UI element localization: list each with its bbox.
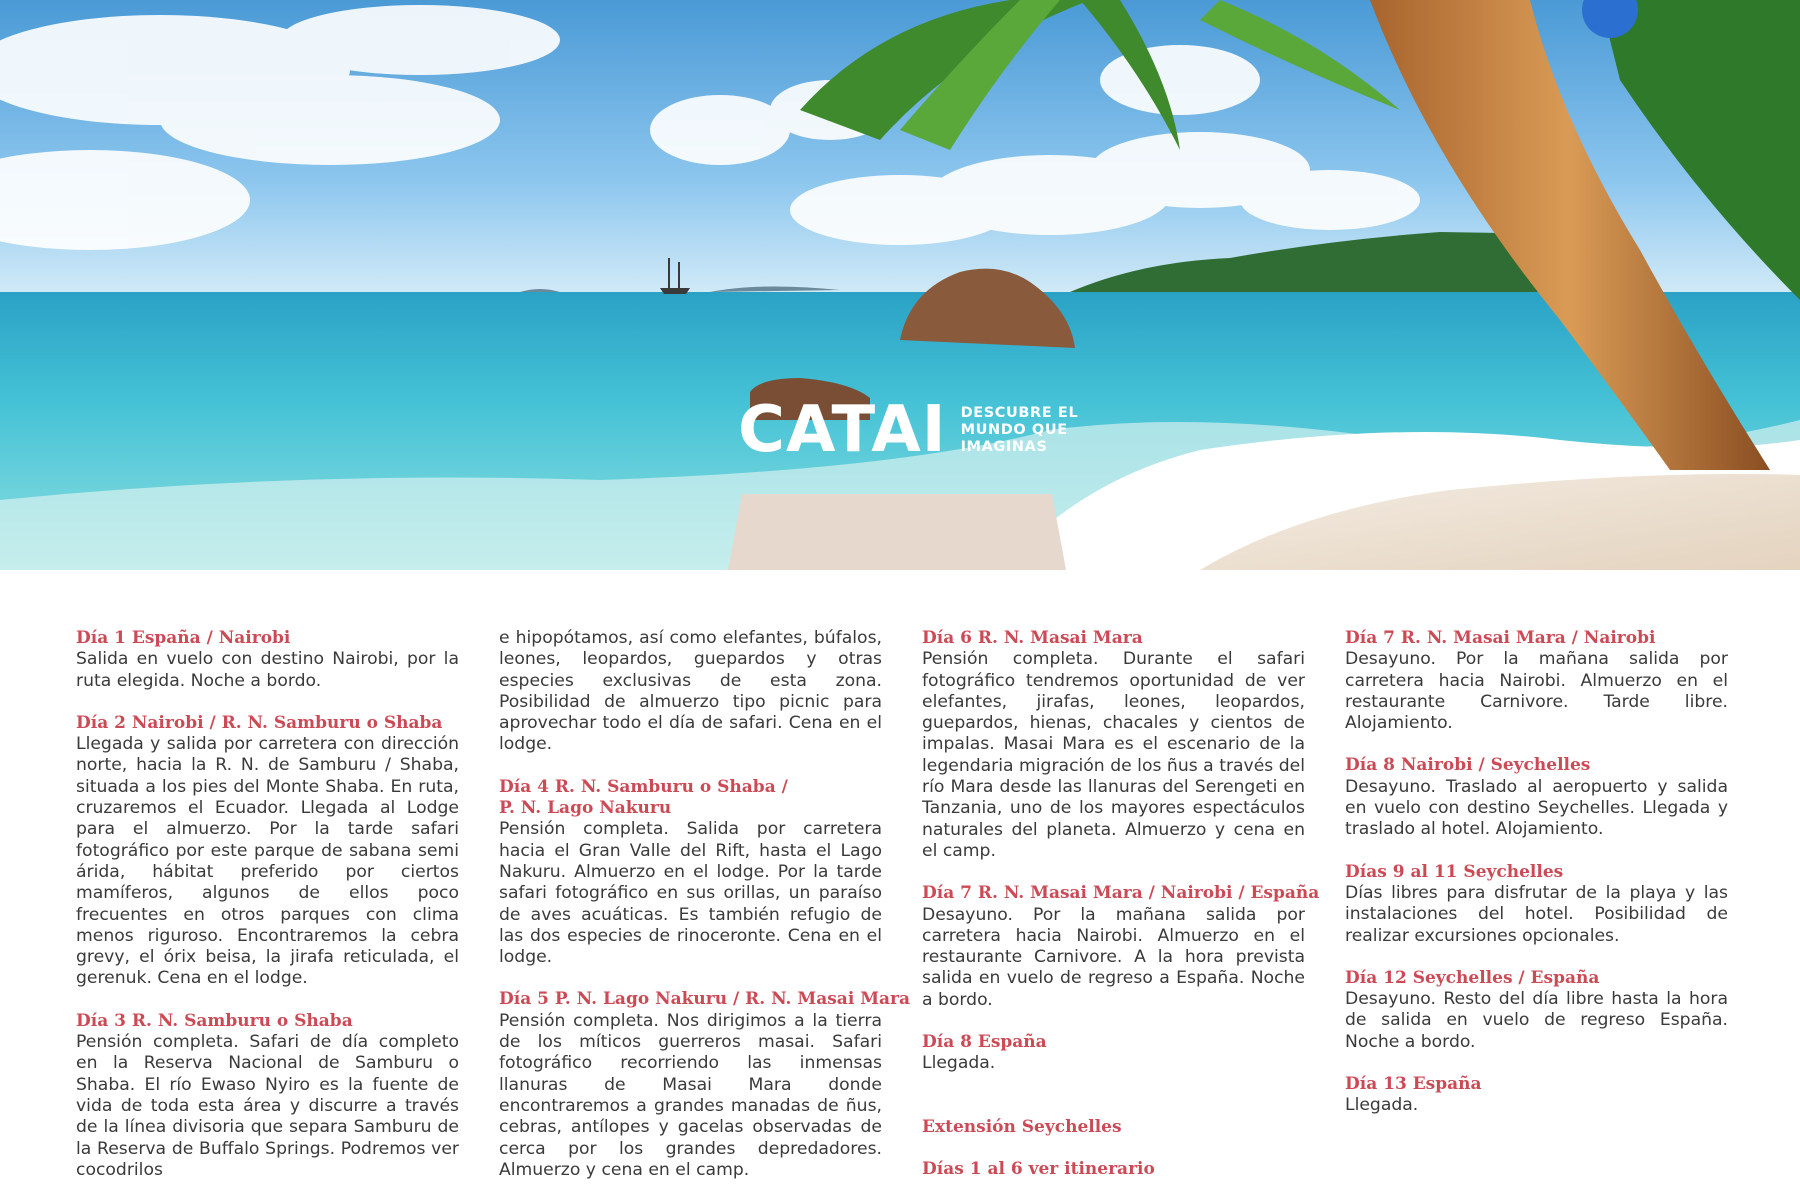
day-title: Día 12 Seychelles / España: [1345, 967, 1600, 988]
day-text: Días libres para disfrutar de la playa y las instalaciones del hotel. Posibilidad de realizar excursiones opcionales.: [1345, 882, 1728, 946]
tagline-line-3: IMAGINAS: [960, 438, 1048, 455]
day-title: Día 7 R. N. Masai Mara / Nairobi: [1345, 628, 1656, 648]
day-title: Día 13 España: [1345, 1074, 1482, 1095]
day-title: Día 5 P. N. Lago Nakuru / R. N. Masai Mara: [499, 989, 910, 1010]
day-text: Pensión completa. Nos dirigimos a la tierra de los míticos guerreros masai. Safari fotográfico recorriendo las inmensas llanuras de Masai Mara donde encontraremos a grandes manadas de ñus, cebras, antílopes y gacelas observadas de cerca por los grandes depredadores. Almuerzo y cena en el camp.: [499, 1010, 882, 1180]
tagline-line-1: DESCUBRE EL: [960, 404, 1079, 421]
itinerary-column-1: [76, 628, 459, 1202]
day-1: [76, 628, 459, 692]
day-title: Día 2 Nairobi / R. N. Samburu o Shaba: [76, 712, 443, 733]
logo-tagline: [961, 405, 1079, 456]
catai-logo: [738, 393, 1079, 467]
day-2: [76, 713, 459, 990]
hero-beach-photo: [0, 0, 1800, 570]
ext-day-7: [1345, 628, 1728, 734]
day-text: Llegada.: [1345, 1095, 1419, 1116]
ext-day-8: [1345, 755, 1728, 840]
beach-illustration: [0, 0, 1800, 570]
day-8: [922, 1032, 1305, 1075]
ext-days-9-11: [1345, 862, 1728, 947]
day-3: [76, 1011, 459, 1181]
day-text: Pensión completa. Durante el safari fotográfico tendremos oportunidad de ver elefantes, jirafas, leones, leopardos, guepardos, hienas, chacales y cientos de impalas. Masai Mara es el escenario de la legendaria migración de los ñus a través del río Mara desde las llanuras del Serengeti en Tanzania, uno de los mayores espectáculos naturales del planeta. Almuerzo y cena en el camp.: [922, 649, 1305, 861]
itinerary-column-3: [922, 628, 1320, 1201]
day-title: Días 9 al 11 Seychelles: [1345, 861, 1564, 882]
day-title: Día 8 España: [922, 1032, 1047, 1053]
extension-title: Extensión Seychelles: [922, 1116, 1122, 1137]
day-text: Desayuno. Traslado al aeropuerto y salida en vuelo con destino Seychelles. Llegada y traslado al hotel. Alojamiento.: [1345, 776, 1728, 840]
day-text: Desayuno. Resto del día libre hasta la hora de salida en vuelo de regreso España. Noche a bordo.: [1345, 989, 1728, 1052]
day-text: Pensión completa. Salida por carretera hacia el Gran Valle del Rift, hasta el Lago Nakuru. Almuerzo en el lodge. Por la tarde safari fotográfico en sus orillas, un paraíso de aves acuáticas. Es también refugio de las dos especies de rinoceronte. Cena en el lodge.: [499, 819, 882, 968]
day-title: Día 1 España / Nairobi: [76, 628, 291, 648]
logo-wordmark: CATAI: [738, 393, 947, 467]
day-text: Llegada y salida por carretera con dirección norte, hacia la R. N. de Samburu / Shaba, situada a los pies del Monte Shaba. En ruta, cruzaremos el Ecuador. Llegada al Lodge para el almuerzo. Por la tarde safari fotográfico por este parque de sabana semi árida, hábitat preferido por ciertos mamíferos, algunos de ellos poco frecuentes en otros parques con clima menos riguroso. Encontraremos la cebra grevy, el órix beisa, la jirafa reticulada, el gerenuk. Cena en el lodge.: [76, 734, 459, 989]
extension-days: [922, 1159, 1305, 1180]
day-text: Desayuno. Por la mañana salida por carretera hacia Nairobi. Almuerzo en el restaurante Carnivore. Tarde libre. Alojamiento.: [1345, 649, 1728, 734]
day-title-line-1: Día 4 R. N. Samburu o Shaba /: [499, 776, 788, 797]
ext-day-13: [1345, 1074, 1728, 1117]
spacer: [922, 1096, 1305, 1117]
day-title: Día 7 R. N. Masai Mara / Nairobi / España: [922, 883, 1320, 904]
day-7: [922, 883, 1320, 1011]
itinerary-column-4: [1345, 628, 1728, 1138]
day-3-continued: e hipopótamos, así como elefantes, búfalos, leones, leopardos, guepardos y otras especies exclusivas de esta zona. Posibilidad de almuerzo tipo picnic para aprovechar todo el día de safari. Cena en el lodge.: [499, 628, 882, 755]
day-title-line-2: P. N. Lago Nakuru: [499, 798, 672, 819]
day-title: Día 3 R. N. Samburu o Shaba: [76, 1010, 353, 1031]
day-text: Desayuno. Por la mañana salida por carretera hacia Nairobi. Almuerzo en el restaurante Carnivore. A la hora prevista salida en vuelo de regreso a España. Noche a bordo.: [922, 904, 1305, 1010]
day-text: Salida en vuelo con destino Nairobi, por la ruta elegida. Noche a bordo.: [76, 649, 459, 691]
day-6: [922, 628, 1305, 862]
day-text: Llegada.: [922, 1053, 996, 1074]
day-title: Día 6 R. N. Masai Mara: [922, 628, 1143, 648]
extension-days-title: Días 1 al 6 ver itinerario: [922, 1158, 1155, 1179]
day-4: [499, 777, 882, 969]
extension-heading: [922, 1117, 1305, 1138]
day-text: Pensión completa. Safari de día completo en la Reserva Nacional de Samburu o Shaba. El río Ewaso Nyiro es la fuente de vida de toda esta área y discurre a través de la línea divisoria que separa Samburu de la Reserva de Buffalo Springs. Podremos ver cocodrilos: [76, 1032, 459, 1180]
day-title: Día 8 Nairobi / Seychelles: [1345, 755, 1591, 776]
tagline-line-2: MUNDO QUE: [960, 421, 1068, 438]
ext-day-12: [1345, 968, 1728, 1053]
itinerary-column-2: [499, 628, 910, 1202]
day-5: [499, 989, 910, 1181]
